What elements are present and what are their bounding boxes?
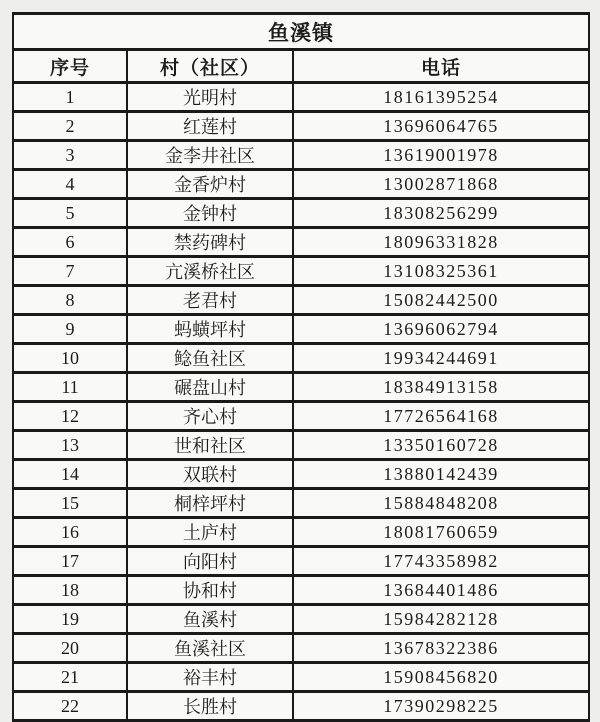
table-row — [13, 402, 589, 431]
cell-village-name: 协和村 — [127, 576, 293, 605]
cell-phone-number: 18384913158 — [293, 373, 589, 402]
cell-village-name: 长胜村 — [127, 692, 293, 721]
cell-phone-number: 13696062794 — [293, 315, 589, 344]
cell-phone-number: 13619001978 — [293, 141, 589, 170]
cell-phone-number: 18161395254 — [293, 83, 589, 112]
table-row — [13, 286, 589, 315]
table-header-row — [13, 50, 589, 83]
cell-phone-number: 17390298225 — [293, 692, 589, 721]
cell-serial-number: 1 — [13, 83, 127, 112]
table-row — [13, 692, 589, 721]
table-row — [13, 228, 589, 257]
cell-serial-number: 22 — [13, 692, 127, 721]
table-row — [13, 460, 589, 489]
cell-phone-number: 15082442500 — [293, 286, 589, 315]
cell-village-name: 鲶鱼社区 — [127, 344, 293, 373]
cell-village-name: 桐梓坪村 — [127, 489, 293, 518]
cell-serial-number: 10 — [13, 344, 127, 373]
cell-phone-number: 18308256299 — [293, 199, 589, 228]
table-row — [13, 663, 589, 692]
cell-phone-number: 13350160728 — [293, 431, 589, 460]
cell-village-name: 金李井社区 — [127, 141, 293, 170]
cell-village-name: 蚂蟥坪村 — [127, 315, 293, 344]
cell-serial-number: 6 — [13, 228, 127, 257]
cell-serial-number: 13 — [13, 431, 127, 460]
column-header-no: 序号 — [13, 50, 127, 83]
table-row — [13, 141, 589, 170]
table-row — [13, 576, 589, 605]
table-title-row — [13, 14, 589, 50]
cell-serial-number: 15 — [13, 489, 127, 518]
cell-village-name: 向阳村 — [127, 547, 293, 576]
cell-serial-number: 20 — [13, 634, 127, 663]
cell-phone-number: 18081760659 — [293, 518, 589, 547]
table-row — [13, 170, 589, 199]
table-row — [13, 83, 589, 112]
cell-village-name: 老君村 — [127, 286, 293, 315]
cell-village-name: 裕丰村 — [127, 663, 293, 692]
cell-village-name: 鱼溪社区 — [127, 634, 293, 663]
table-row — [13, 373, 589, 402]
cell-village-name: 红莲村 — [127, 112, 293, 141]
cell-serial-number: 19 — [13, 605, 127, 634]
table-row — [13, 344, 589, 373]
cell-serial-number: 5 — [13, 199, 127, 228]
phone-directory-table — [12, 12, 590, 722]
cell-phone-number: 13002871868 — [293, 170, 589, 199]
table-row — [13, 605, 589, 634]
cell-village-name: 禁药碑村 — [127, 228, 293, 257]
cell-serial-number: 21 — [13, 663, 127, 692]
cell-phone-number: 13678322386 — [293, 634, 589, 663]
cell-village-name: 土庐村 — [127, 518, 293, 547]
cell-serial-number: 3 — [13, 141, 127, 170]
cell-phone-number: 15908456820 — [293, 663, 589, 692]
cell-village-name: 碾盘山村 — [127, 373, 293, 402]
cell-serial-number: 8 — [13, 286, 127, 315]
cell-village-name: 世和社区 — [127, 431, 293, 460]
table-row — [13, 518, 589, 547]
cell-serial-number: 4 — [13, 170, 127, 199]
cell-serial-number: 17 — [13, 547, 127, 576]
table-title: 鱼溪镇 — [13, 14, 589, 50]
cell-serial-number: 7 — [13, 257, 127, 286]
cell-serial-number: 9 — [13, 315, 127, 344]
cell-village-name: 齐心村 — [127, 402, 293, 431]
column-header-phone: 电话 — [293, 50, 589, 83]
cell-serial-number: 11 — [13, 373, 127, 402]
cell-phone-number: 13696064765 — [293, 112, 589, 141]
cell-serial-number: 16 — [13, 518, 127, 547]
cell-phone-number: 19934244691 — [293, 344, 589, 373]
cell-phone-number: 17743358982 — [293, 547, 589, 576]
cell-serial-number: 18 — [13, 576, 127, 605]
table-row — [13, 547, 589, 576]
cell-serial-number: 14 — [13, 460, 127, 489]
table-row — [13, 489, 589, 518]
cell-village-name: 双联村 — [127, 460, 293, 489]
table-row — [13, 315, 589, 344]
table-row — [13, 257, 589, 286]
cell-phone-number: 13108325361 — [293, 257, 589, 286]
cell-serial-number: 2 — [13, 112, 127, 141]
cell-village-name: 亢溪桥社区 — [127, 257, 293, 286]
cell-village-name: 光明村 — [127, 83, 293, 112]
cell-phone-number: 13880142439 — [293, 460, 589, 489]
cell-village-name: 鱼溪村 — [127, 605, 293, 634]
table-row — [13, 199, 589, 228]
cell-phone-number: 15984282128 — [293, 605, 589, 634]
table-row — [13, 634, 589, 663]
cell-phone-number: 18096331828 — [293, 228, 589, 257]
cell-serial-number: 12 — [13, 402, 127, 431]
cell-village-name: 金钟村 — [127, 199, 293, 228]
column-header-village: 村（社区） — [127, 50, 293, 83]
table-row — [13, 112, 589, 141]
cell-village-name: 金香炉村 — [127, 170, 293, 199]
cell-phone-number: 13684401486 — [293, 576, 589, 605]
cell-phone-number: 15884848208 — [293, 489, 589, 518]
table-row — [13, 431, 589, 460]
cell-phone-number: 17726564168 — [293, 402, 589, 431]
